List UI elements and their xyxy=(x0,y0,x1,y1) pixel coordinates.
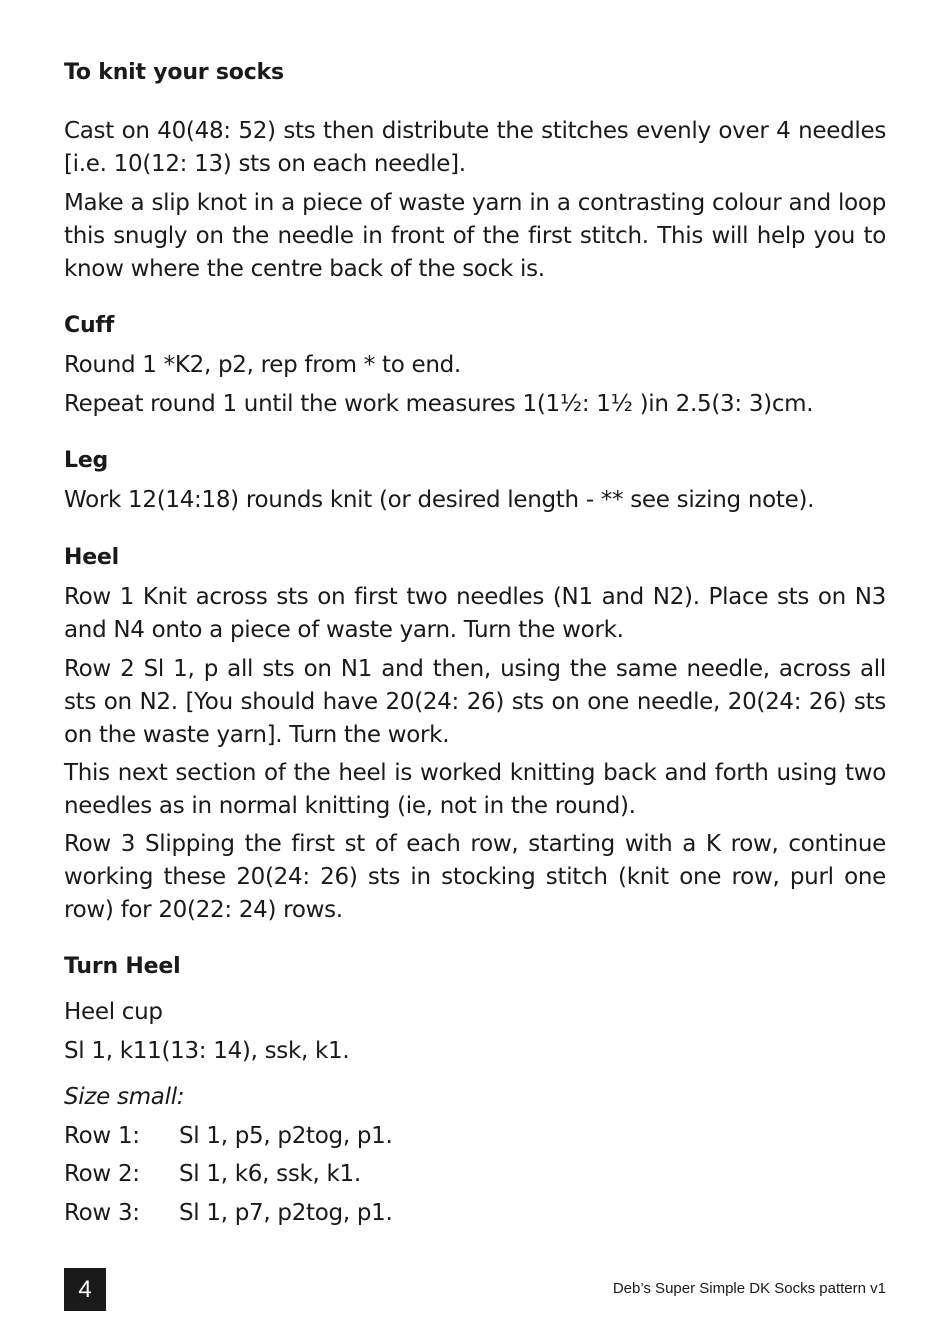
heading-leg: Leg xyxy=(64,448,109,473)
size-small-label: Size small: xyxy=(64,1084,185,1110)
row-label: Row 1: xyxy=(64,1123,140,1149)
heading-to-knit: To knit your socks xyxy=(64,60,284,85)
cuff-paragraph-2: Repeat round 1 until the work measures 1(1½: 1½ )in 2.5(3: 3)cm. xyxy=(64,391,814,417)
leg-paragraph-1: Work 12(14:18) rounds knit (or desired length - ** see sizing note). xyxy=(64,487,815,513)
heel-paragraph-2: Row 2 Sl 1, p all sts on N1 and then, using the same needle, across all sts on N2. [You should have 20(24: 26) sts on one needle, 20(24: 26) sts on the waste yarn]. Turn the work. xyxy=(64,656,886,748)
table-row xyxy=(64,1120,393,1153)
heading-turn-heel: Turn Heel xyxy=(64,954,181,979)
heel-paragraph-3: This next section of the heel is worked knitting back and forth using two needles as in normal knitting (ie, not in the round). xyxy=(64,760,886,819)
table-row xyxy=(64,1158,361,1191)
intro-paragraph-1: Cast on 40(48: 52) sts then distribute the stitches evenly over 4 needles [i.e. 10(12: 13) sts on each needle]. xyxy=(64,118,886,177)
table-row xyxy=(64,1197,393,1230)
heel-cup-instruction: Sl 1, k11(13: 14), ssk, k1. xyxy=(64,1038,350,1064)
footer-title: Deb’s Super Simple DK Socks pattern v1 xyxy=(612,1280,886,1297)
cuff-paragraph-1: Round 1 *K2, p2, rep from * to end. xyxy=(64,352,461,378)
heading-heel: Heel xyxy=(64,545,119,570)
row-text: Sl 1, p7, p2tog, p1. xyxy=(179,1200,393,1226)
row-label: Row 3: xyxy=(64,1200,140,1226)
heading-cuff: Cuff xyxy=(64,313,115,338)
intro-paragraph-2: Make a slip knot in a piece of waste yarn in a contrasting colour and loop this snugly on the needle in front of the first stitch. This will help you to know where the centre back of the sock is. xyxy=(64,190,886,282)
row-label: Row 2: xyxy=(64,1161,140,1187)
page-number: 4 xyxy=(64,1268,106,1311)
heel-paragraph-4: Row 3 Slipping the first st of each row, starting with a K row, continue working these 20(24: 26) sts in stocking stitch (knit one row, purl one row) for 20(22: 24) rows. xyxy=(64,831,886,923)
heel-paragraph-1: Row 1 Knit across sts on first two needles (N1 and N2). Place sts on N3 and N4 onto a piece of waste yarn. Turn the work. xyxy=(64,584,886,643)
row-text: Sl 1, p5, p2tog, p1. xyxy=(179,1123,393,1149)
row-text: Sl 1, k6, ssk, k1. xyxy=(179,1161,361,1187)
heel-cup-label: Heel cup xyxy=(64,999,163,1025)
